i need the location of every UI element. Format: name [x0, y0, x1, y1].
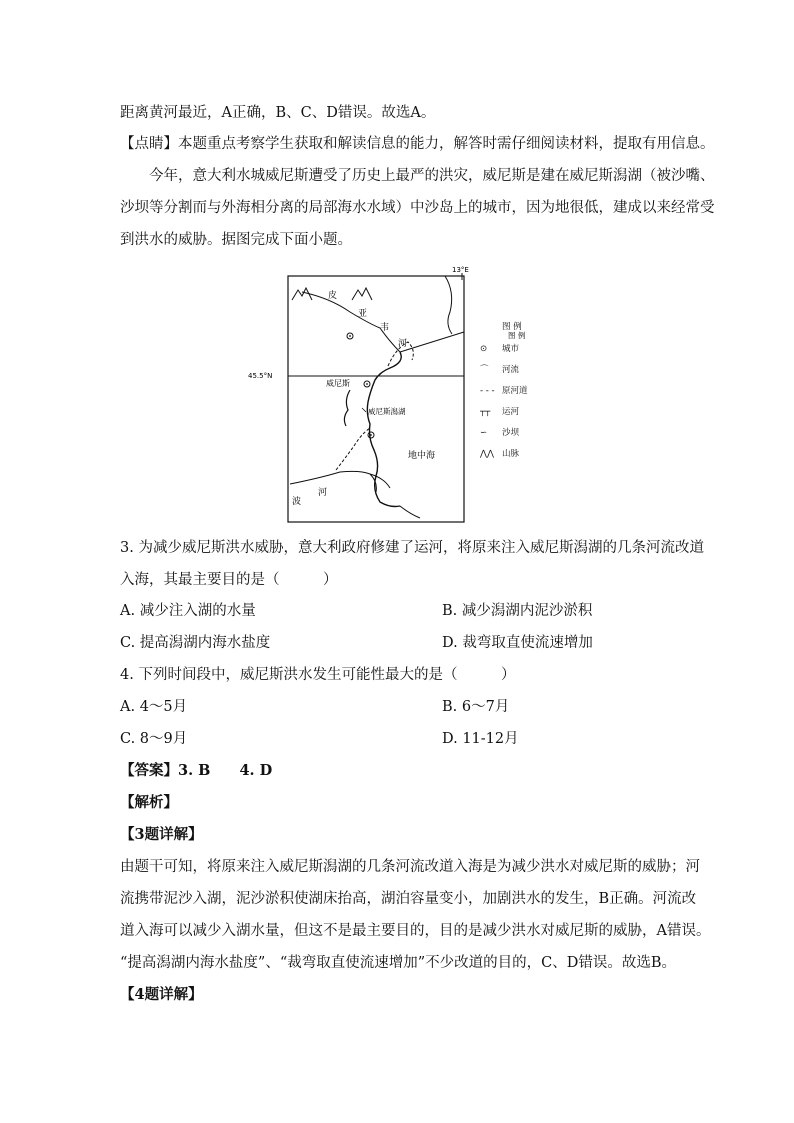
detail3-heading: 【3题详解】 — [120, 826, 203, 843]
region-label-4: 河 — [398, 339, 408, 349]
q3-stem-1: 3. 为减少威尼斯洪水威胁，意大利政府修建了运河，将原来注入威尼斯潟湖的几条河流改道 — [120, 540, 704, 556]
lagoon-label: 威尼斯潟湖 — [368, 407, 406, 416]
detail3-line-2: 流携带泥沙入湖，泥沙淤积使湖床抬高，湖泊容量变小，加剧洪水的发生，B正确。河流改 — [120, 891, 697, 907]
q3-option-a: A. 减少注入湖的水量 — [120, 603, 256, 619]
mountain-2 — [352, 288, 372, 300]
q3-stem-2: 入海，其最主要目的是（ ） — [120, 572, 338, 588]
river-symbol-icon: ⌒ — [480, 365, 489, 375]
q4-option-d: D. 11-12月 — [442, 731, 519, 747]
canal-symbol-icon: ┬┬ — [480, 407, 491, 417]
legend-item-canal: ┬┬ 运河 — [480, 407, 520, 417]
old-river-symbol-icon: - - - — [480, 386, 495, 396]
sandbar-symbol-icon: ∽ — [480, 428, 488, 438]
q4-option-c: C. 8～9月 — [120, 731, 188, 747]
legend-item-city: ⊙ 城市 — [480, 344, 520, 354]
latitude-label: 45.5°N — [248, 372, 273, 380]
po-old-course — [336, 428, 370, 470]
q3-option-b: B. 减少潟湖内泥沙淤积 — [442, 603, 593, 619]
legend-title-text: 图 例 — [502, 322, 522, 332]
coastline — [367, 352, 401, 507]
q4-option-b: B. 6～7月 — [442, 699, 510, 715]
map-legend — [480, 320, 560, 468]
mountain-1 — [292, 288, 312, 300]
venice-label: 威尼斯 — [326, 379, 350, 388]
city-inland-dot — [349, 335, 351, 337]
sandbar — [344, 390, 350, 426]
legend-title: 图 例 — [508, 331, 526, 340]
canal — [400, 332, 464, 352]
po-delta — [370, 474, 390, 492]
detail3-line-4: “提高潟湖内海水盐度”、“裁弯取直使流速增加”不少改道的目的，C、D错误。故选B。 — [120, 955, 677, 971]
city-chioggia-dot — [370, 434, 372, 436]
detail3-line-1: 由题干可知，将原来注入威尼斯潟湖的几条河流改道入海是为减少洪水对威尼斯的威胁；河 — [120, 859, 700, 875]
city-venice-dot — [366, 383, 368, 385]
legend-item-mountain: ⋀⋀ 山脉 — [480, 449, 520, 459]
river-piave — [302, 292, 400, 352]
legend-item-sandbar: ∽ 沙坝 — [480, 428, 520, 438]
coast-east — [400, 506, 420, 518]
answer-line: 【答案】3. B 4. D — [120, 762, 273, 779]
po-river — [290, 471, 370, 484]
detail4-heading: 【4题详解】 — [120, 986, 203, 1003]
sea-label: 地中海 — [408, 451, 436, 461]
paragraph-line: 今年，意大利水城威尼斯遭受了历史上最严的洪灾，威尼斯是建在威尼斯潟湖（被沙嘴、 — [149, 168, 715, 184]
po-label-1: 波 — [292, 497, 302, 507]
q4-option-a: A. 4～5月 — [120, 699, 188, 715]
city-symbol-icon: ⊙ — [480, 344, 488, 354]
region-label-2: 亚 — [358, 309, 368, 319]
paragraph-line: 到洪水的威胁。据图完成下面小题。 — [120, 232, 352, 248]
po-label-2: 河 — [318, 488, 328, 498]
mountain-symbol-icon: ⋀⋀ — [480, 449, 494, 459]
river-top-right — [445, 276, 452, 334]
paragraph-line: 沙坝等分割而与外海相分离的局部海水水域）中沙岛上的城市，因为地很低，建成以来经常受 — [120, 200, 715, 216]
region-label-3: 韦 — [380, 323, 390, 333]
legend-item-river: ⌒ 河流 — [480, 365, 520, 375]
lagoon-pointer — [362, 408, 366, 412]
analysis-heading: 【解析】 — [120, 794, 178, 811]
region-label-1: 皮 — [328, 291, 338, 301]
q3-option-d: D. 裁弯取直使流速增加 — [442, 635, 593, 651]
legend-item-old-river: - - - 原河道 — [480, 386, 528, 396]
q4-stem: 4. 下列时间段中，威尼斯洪水发生可能性最大的是（ ） — [120, 667, 516, 683]
text-line: 距离黄河最近，A正确，B、C、D错误。故选A。 — [120, 105, 436, 121]
q3-option-c: C. 提高潟湖内海水盐度 — [120, 635, 271, 651]
detail3-line-3: 道入海可以减少入湖水量，但这不是最主要目的，目的是减少洪水对威尼斯的威胁，A错误。 — [120, 923, 711, 939]
text-line: 【点睛】本题重点考察学生获取和解读信息的能力，解答时需仔细阅读材料，提取有用信息。 — [120, 136, 715, 152]
longitude-label: 13°E — [452, 266, 469, 274]
